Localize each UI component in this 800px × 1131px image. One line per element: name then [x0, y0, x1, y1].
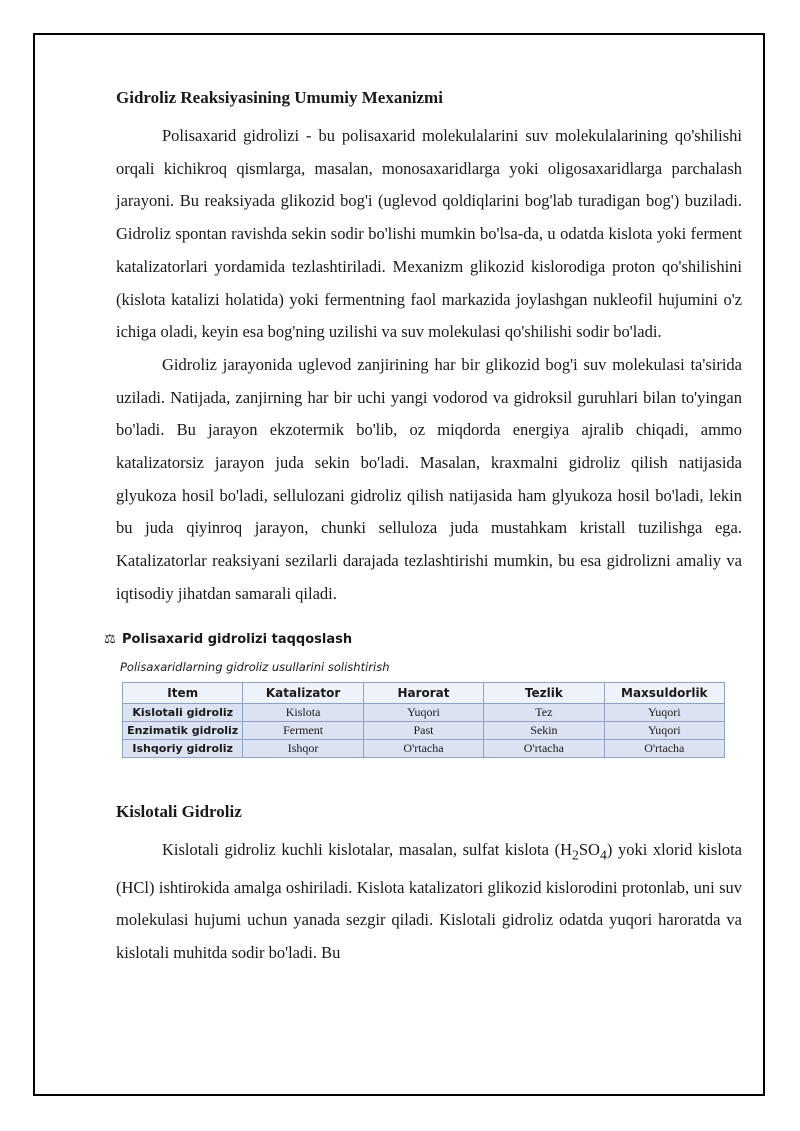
comparison-table-block	[104, 631, 742, 758]
subscript: 4	[599, 846, 607, 862]
table-title-text: Polisaxarid gidrolizi taqqoslash	[122, 631, 353, 647]
table-cell: Ishqor	[243, 739, 363, 757]
table-cell: O'rtacha	[363, 739, 483, 757]
table-row	[123, 739, 725, 757]
section-heading-acid-hydrolysis: Kislotali Gidroliz	[116, 801, 242, 821]
table-header-cell: Harorat	[363, 682, 483, 703]
table-cell-item: Kislotali gidroliz	[123, 703, 243, 721]
table-cell: Sekin	[484, 721, 604, 739]
table-cell: O'rtacha	[604, 739, 724, 757]
table-row	[123, 703, 725, 721]
paragraph-acid-hydrolysis	[116, 834, 742, 970]
table-cell: Kislota	[243, 703, 363, 721]
paragraph-mechanism: Polisaxarid gidrolizi - bu polisaxarid molekulalarini suv molekulalarining qo'shilishi orqali kichikroq qismlarga, masalan, monosaxaridlarga yoki oligosaxaridlarga parchalash jarayoni. Bu reaksiyada glikozid bog'i (uglevod qoldiqlarini bog'lab turadigan bog') buziladi. Gidroliz spontan ravishda sekin sodir bo'lishi mumkin bo'lsa-da, u odatda kislota yoki ferment katalizatorlari yordamida tezlashtiriladi. Mexanizm glikozid kislorodiga proton qo'shilishini (kislota katalizi holatida) yoki fermentning faol markazida joylashgan nukleofil hujumini o'z ichiga oladi, keyin esa bog'ning uzilishi va suv molekulasi qo'shilishi sodir bo'ladi.	[116, 126, 742, 342]
table-cell: Yuqori	[604, 703, 724, 721]
table-cell: Past	[363, 721, 483, 739]
table-cell: Ferment	[243, 721, 363, 739]
comparison-table	[122, 682, 725, 758]
scales-icon: ⚖	[104, 631, 116, 647]
table-cell: Yuqori	[363, 703, 483, 721]
table-cell: Tez	[484, 703, 604, 721]
table-row	[123, 721, 725, 739]
table-cell: Yuqori	[604, 721, 724, 739]
paragraph-text: Kislotali gidroliz kuchli kislotalar, masalan, sulfat kislota (H	[162, 839, 572, 859]
table-cell-item: Enzimatik gidroliz	[123, 721, 243, 739]
paragraph-text: SO	[578, 839, 600, 859]
table-header-cell: Tezlik	[484, 682, 604, 703]
paragraph-process: Gidroliz jarayonida uglevod zanjirining har bir glikozid bog'i suv molekulasi ta'sirida uziladi. Natijada, zanjirning har bir uchi yangi vodorod va gidroksil guruhlari bilan to'yingan bo'ladi. Bu jarayon ekzotermik bo'lib, oz miqdorda energiya ajralib chiqadi, ammo katalizatorsiz jarayon juda sekin bo'ladi. Masalan, kraxmalni gidroliz qilish natijasida glyukoza hosil bo'ladi, sellulozani gidroliz qilish natijasida ham glyukoza hosil bo'ladi, lekin bu juda qiyinroq jarayon, chunki selluloza juda mustahkam kristall tuzilishga ega. Katalizatorlar reaksiyani sezilarli darajada tezlashtirishi mumkin, bu esa gidrolizni amaliy va iqtisodiy jihatdan samarali qiladi.	[116, 354, 742, 603]
table-header-cell: Maxsuldorlik	[604, 682, 724, 703]
paragraph-text: ) yoki xlorid kislota (HCl) ishtirokida amalga oshiriladi. Kislota katalizatori glikozid kislorodini protonlab, uni suv molekulasi hujumi uchun yanada sezgir qiladi. Kislotali gidroliz odatda yuqori haroratda va kislotali muhitda sodir bo'ladi. Bu	[116, 839, 742, 962]
section-heading-mechanism: Gidroliz Reaksiyasining Umumiy Mexanizmi	[116, 88, 443, 107]
table-header-cell: Katalizator	[243, 682, 363, 703]
table-subtitle: Polisaxaridlarning gidroliz usullarini solishtirish	[120, 659, 390, 674]
table-cell: O'rtacha	[484, 739, 604, 757]
table-header-cell: Item	[123, 682, 243, 703]
table-cell-item: Ishqoriy gidroliz	[123, 739, 243, 757]
document-body	[104, 86, 742, 970]
table-title	[104, 631, 742, 649]
subscript: 2	[571, 846, 579, 862]
table-header-row	[123, 682, 725, 703]
